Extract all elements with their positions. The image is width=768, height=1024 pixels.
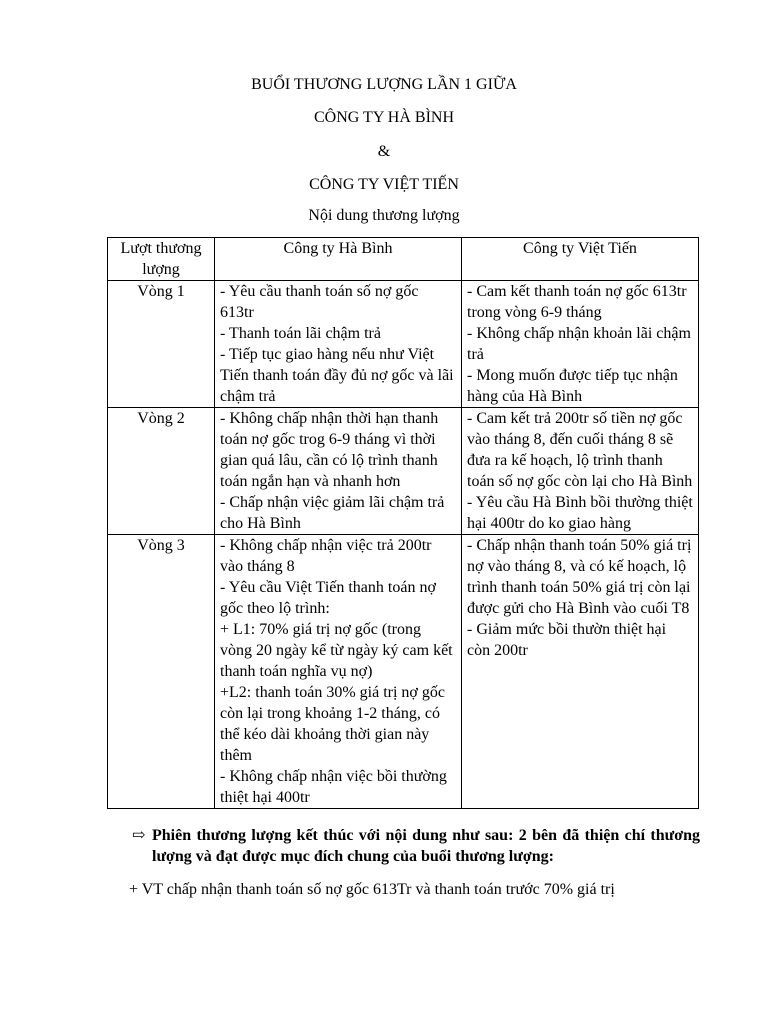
round-label: Vòng 2 <box>108 408 215 535</box>
habinh-cell <box>215 535 462 809</box>
list-item: +L2: thanh toán 30% giá trị nợ gốc còn lại trong khoảng 1-2 tháng, có thể kéo dài khoảng thời gian này thêm <box>220 684 445 764</box>
title-line-2: CÔNG TY HÀ BÌNH <box>314 109 454 126</box>
list-item: - Yêu cầu thanh toán số nợ gốc 613tr <box>220 283 419 321</box>
list-item: - Chấp nhận thanh toán 50% giá trị nợ vào tháng 8, và có kế hoạch, lộ trình thanh toán 50% giá trị còn lại được gửi cho Hà Bình vào cuối T8 <box>467 537 692 617</box>
table-row <box>108 408 699 535</box>
list-item: - Thanh toán lãi chậm trả <box>220 325 381 342</box>
table-header-row <box>108 238 699 281</box>
arrow-icon: ⇨ <box>132 827 146 844</box>
viettien-cell <box>462 281 699 408</box>
list-item: - Cam kết trả 200tr số tiền nợ gốc vào tháng 8, đến cuối tháng 8 sẽ đưa ra kế hoạch, lộ trình thanh toán số nợ gốc còn lại cho Hà Bình <box>467 410 693 490</box>
list-item: - Giảm mức bồi thườn thiệt hại còn 200tr <box>467 621 667 659</box>
list-item: - Yêu cầu Hà Bình bồi thường thiệt hại 400tr do ko giao hàng <box>467 494 693 532</box>
viettien-cell <box>462 535 699 809</box>
section-heading: Nội dung thương lượng <box>308 207 460 224</box>
list-item: - Mong muốn được tiếp tục nhận hàng của Hà Bình <box>467 367 678 405</box>
list-item: - Không chấp nhận khoản lãi chậm trả <box>467 325 691 363</box>
agreement-line: + VT chấp nhận thanh toán số nợ gốc 613Tr và thanh toán trước 70% giá trị <box>129 881 615 898</box>
list-item: - Không chấp nhận việc trả 200tr vào tháng 8 <box>220 537 432 575</box>
viettien-cell <box>462 408 699 535</box>
list-item: - Không chấp nhận thời hạn thanh toán nợ gốc trog 6-9 tháng vì thời gian quá lâu, cần có lộ trình thanh toán ngắn hạn và nhanh hơn <box>220 410 439 490</box>
list-item: - Cam kết thanh toán nợ gốc 613tr trong vòng 6-9 tháng <box>467 283 687 321</box>
round-label: Vòng 1 <box>108 281 215 408</box>
table-row <box>108 535 699 809</box>
header-viettien: Công ty Việt Tiến <box>462 238 699 281</box>
list-item: - Yêu cầu Việt Tiến thanh toán nợ gốc theo lộ trình: <box>220 579 436 617</box>
conclusion-paragraph <box>132 825 700 867</box>
negotiation-table <box>107 237 699 809</box>
list-item: + L1: 70% giá trị nợ gốc (trong vòng 20 ngày kể từ ngày ký cam kết thanh toán nghĩa vụ nợ) <box>220 621 453 680</box>
header-round: Lượt thương lượng <box>108 238 215 281</box>
habinh-cell <box>215 281 462 408</box>
list-item: - Không chấp nhận việc bồi thường thiệt hại 400tr <box>220 768 447 806</box>
title-line-4: CÔNG TY VIỆT TIẾN <box>309 176 459 193</box>
title-ampersand: & <box>377 143 391 160</box>
habinh-cell <box>215 408 462 535</box>
list-item: - Tiếp tục giao hàng nếu như Việt Tiến thanh toán đầy đủ nợ gốc và lãi chậm trả <box>220 346 454 405</box>
table-row <box>108 281 699 408</box>
title-line-1: BUỔI THƯƠNG LƯỢNG LẦN 1 GIỮA <box>251 76 517 93</box>
round-label: Vòng 3 <box>108 535 215 809</box>
header-habinh: Công ty Hà Bình <box>215 238 462 281</box>
conclusion-text: Phiên thương lượng kết thúc với nội dung như sau: 2 bên đã thiện chí thương lượng và đạt được mục đích chung của buổi thương lượng: <box>152 827 700 865</box>
list-item: - Chấp nhận việc giảm lãi chậm trả cho Hà Bình <box>220 494 445 532</box>
